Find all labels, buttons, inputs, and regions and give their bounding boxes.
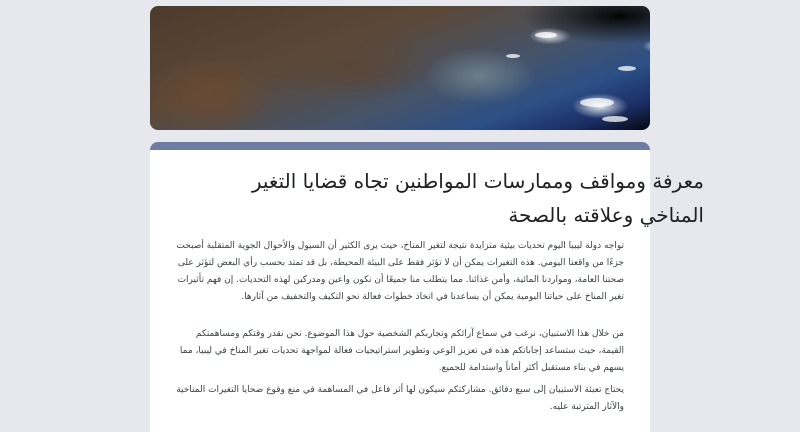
- earth-banner-image: [150, 6, 650, 130]
- cloud-streak: [535, 32, 557, 38]
- cloud-streak: [602, 116, 628, 122]
- form-description-paragraph-1: تواجه دولة ليبيا اليوم تحديات بيئية متزايدة نتيجة لتغير المناخ، حيث يرى الكثير أن السيول والأحوال الجوية المتقلبة أصبحت جزءًا من واقعنا اليومي. هذه التغيرات يمكن أن لا تؤثر فقط على البيئة المحيطة، بل قد تمتد بحسب رأي البعض لتؤثر على صحتنا العامة، ومواردنا المائية، وأمن غذائنا. مما يتطلب منا جميعًا أن نكون واعين ومدركين لهذه التحديات. إن فهم تأثيرات تغير المناخ على حياتنا اليومية يمكن أن يساعدنا في اتخاذ خطوات فعالة نحو التكيف والتخفيف من آثارها.: [176, 241, 624, 302]
- form-title: معرفة ومواقف وممارسات المواطنين تجاه قضايا التغير المناخي وعلاقته بالصحة: [251, 169, 704, 227]
- cloud-streak: [506, 54, 520, 58]
- cloud-streak: [618, 66, 636, 71]
- cloud-streak: [580, 98, 614, 107]
- form-description-paragraph-3: يحتاج تعبئة الاستبيان إلى سبع دقائق. مشاركتكم سيكون لها أثر فاعل في المساهمة في منع وقوع ضحايا التغيرات المناخية والآثار المترتبة عليه.: [176, 385, 624, 412]
- form-description-paragraph-2: من خلال هذا الاستبيان، نرغب في سماع آرائكم وتجاربكم الشخصية حول هذا الموضوع. نحن نقدر وقتكم ومساهمتكم القيمة، حيث ستساعد إجاباتكم هذه في تعزيز الوعي وتطوير استراتيجيات فعالة لمواجهة تحديات تغير المناخ في ليبيا، مما يسهم في بناء مستقبل أكثر أماناً واستدامة للجميع.: [179, 329, 624, 373]
